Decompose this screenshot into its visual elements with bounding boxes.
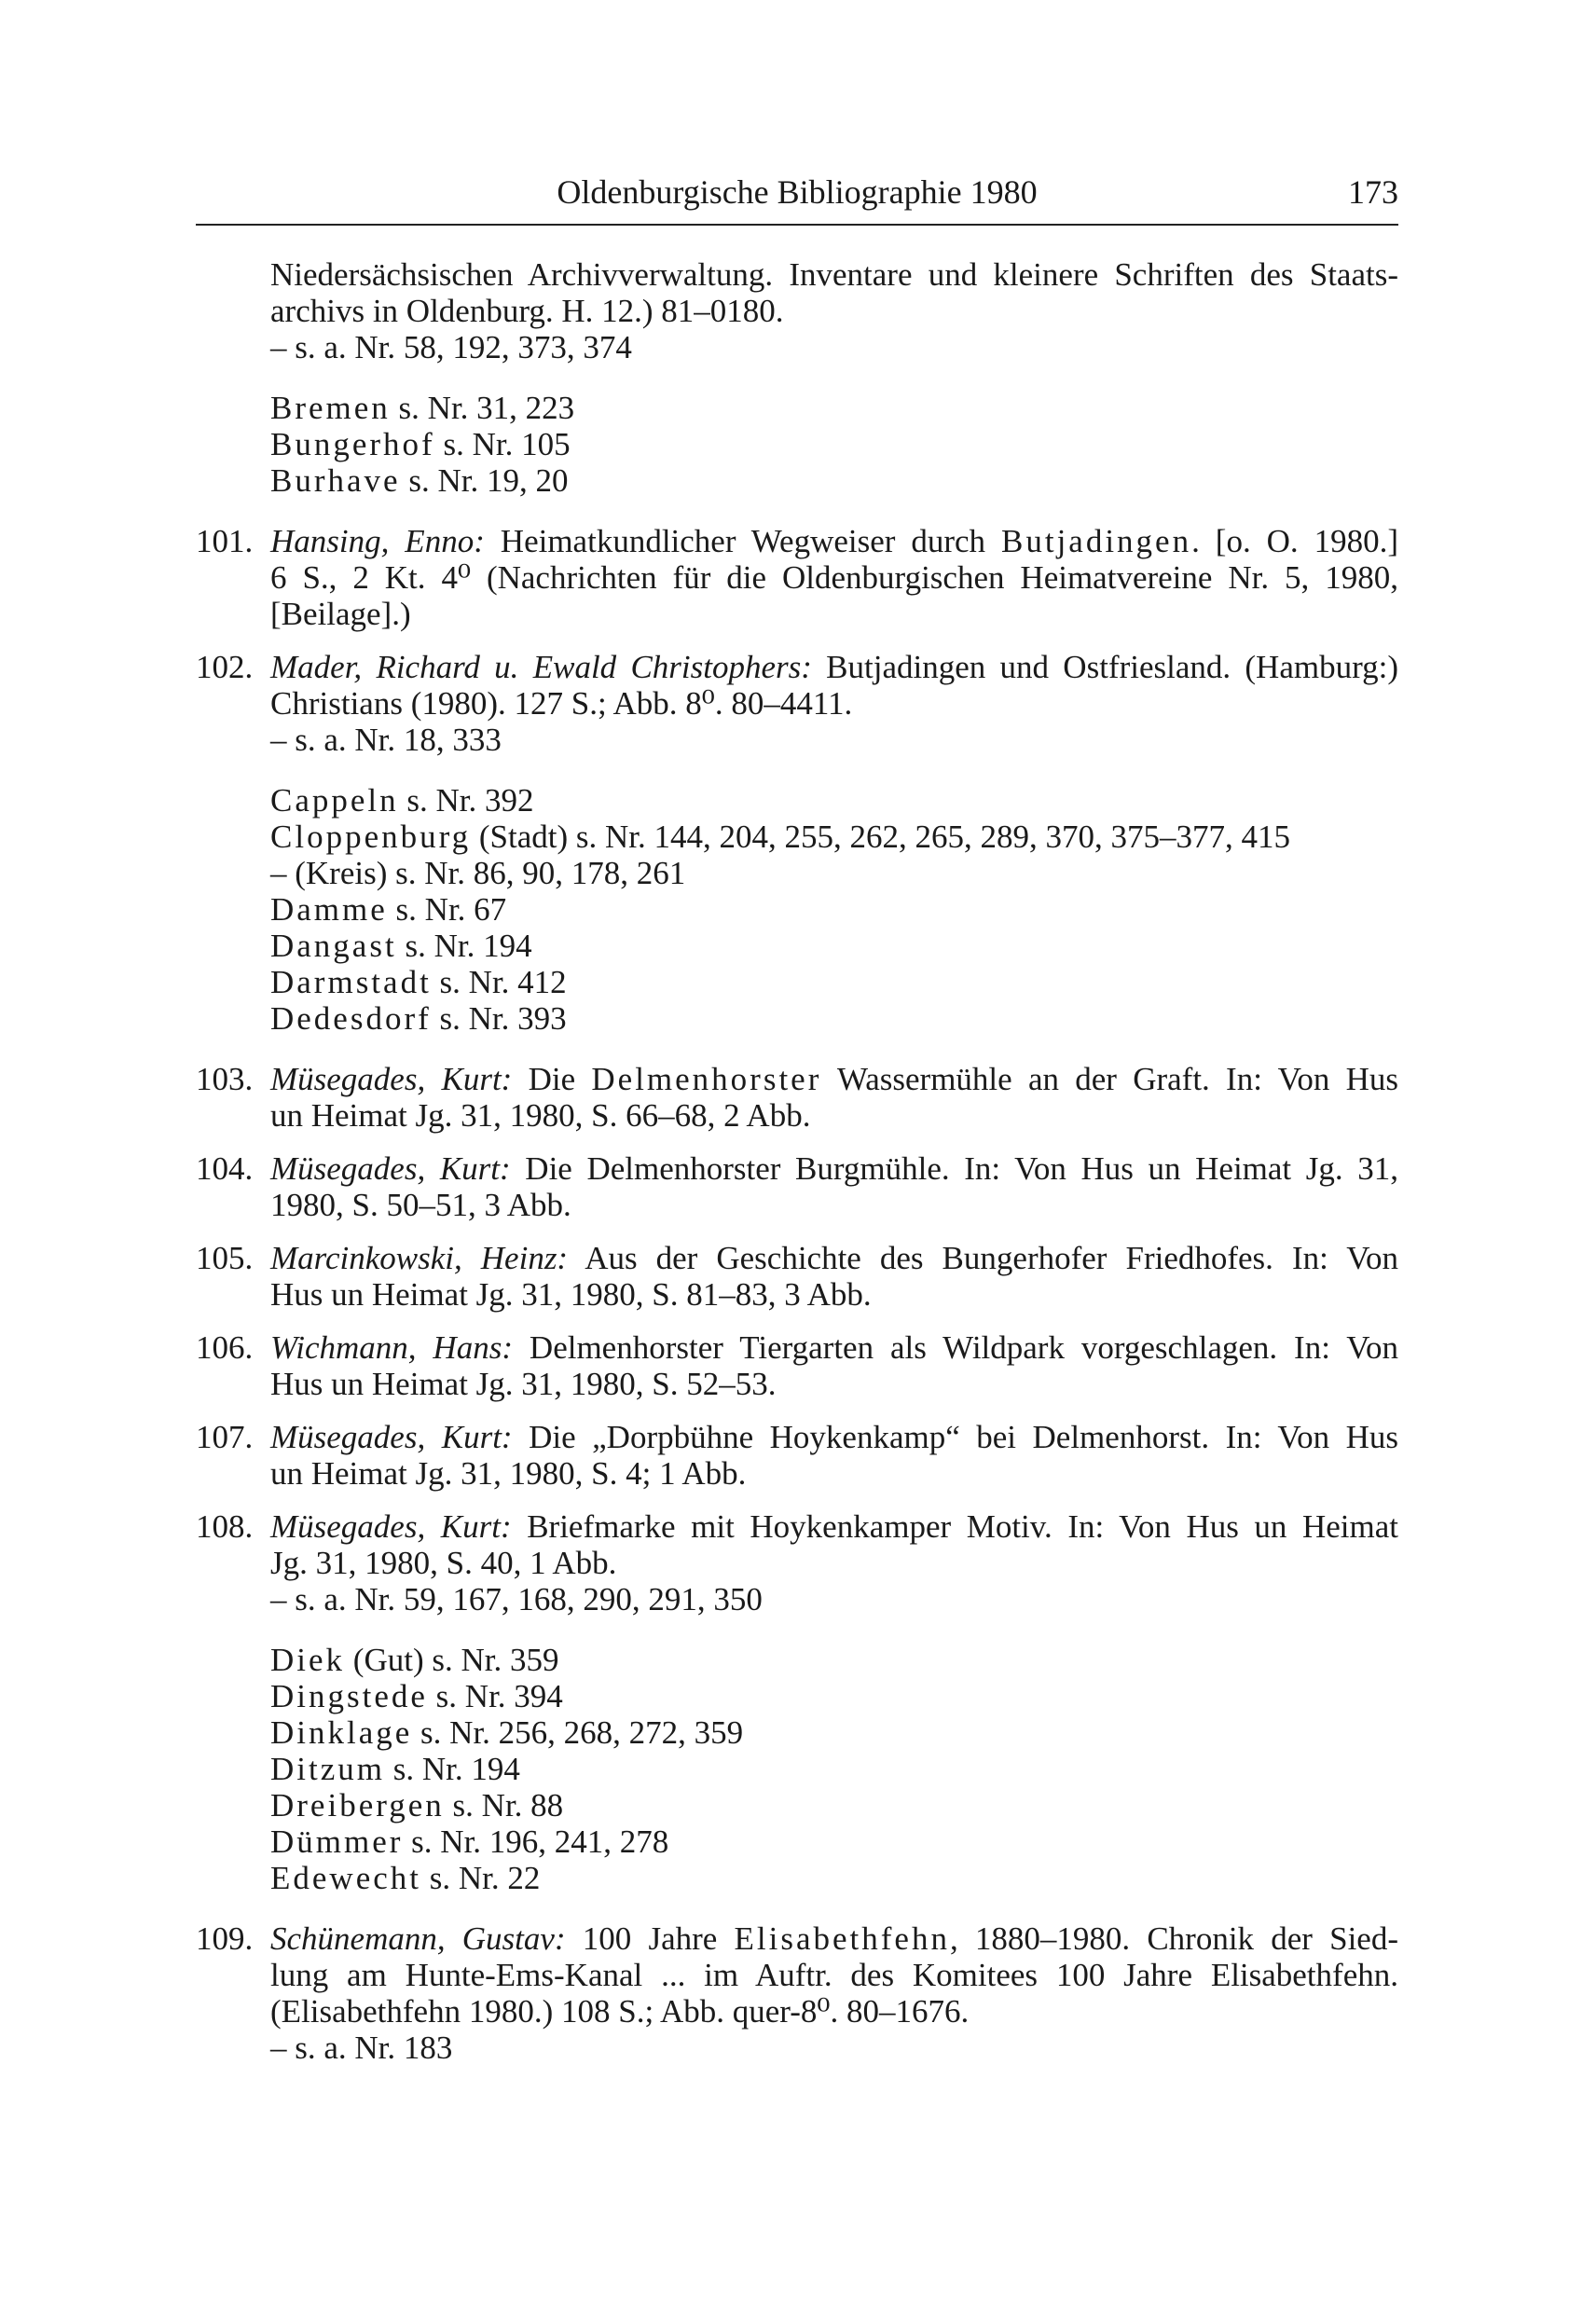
text-line: Christians (1980). 127 S.; Abb. 8⁰. 80–4411. — [270, 685, 853, 722]
entry-number: 104. — [196, 1150, 254, 1187]
entry-author: Mader, Richard u. — [270, 649, 519, 685]
place-entry — [270, 462, 1398, 499]
place-ref: s. Nr. 412 — [431, 964, 567, 1000]
place-entry — [270, 964, 1398, 1000]
place-ref: s. Nr. 22 — [420, 1860, 541, 1896]
entry-author: Müsegades, Kurt: — [270, 1150, 511, 1187]
text-line: 1980, S. 50–51, 3 Abb. — [270, 1187, 571, 1223]
text-line: archivs in Oldenburg. H. 12.) 81–0180. — [270, 293, 784, 329]
entry-104 — [196, 1150, 1398, 1223]
place-index-group-1 — [196, 390, 1398, 499]
page-number: 173 — [1348, 173, 1398, 211]
text-line — [270, 1150, 1398, 1187]
place-name: Diek — [270, 1642, 346, 1678]
cross-reference: – s. a. Nr. 18, 333 — [270, 722, 502, 758]
entry-author: Wichmann, Hans: — [270, 1329, 513, 1366]
header-rule — [196, 224, 1398, 226]
running-title: Oldenburgische Bibliographie 1980 — [557, 173, 1038, 211]
place-name: Dinklage — [270, 1714, 413, 1751]
entry-title: Delmenhorster Tiergarten als Wildpark vorgeschlagen. In: Von — [513, 1329, 1398, 1366]
spaced-place: Butjadingen — [1001, 523, 1192, 559]
page-header — [196, 172, 1398, 219]
entry-105 — [196, 1240, 1398, 1313]
entry-author: Schünemann, Gustav: — [270, 1920, 566, 1957]
place-ref: s. Nr. 256, 268, 272, 359 — [412, 1714, 744, 1751]
entry-106 — [196, 1329, 1398, 1402]
place-ref: s. Nr. 19, 20 — [400, 462, 569, 499]
text-line: (Elisabethfehn 1980.) 108 S.; Abb. quer-8⁰. 80–1676. — [270, 1993, 970, 2030]
place-ref: s. Nr. 194 — [384, 1751, 520, 1787]
place-entry — [270, 782, 1398, 819]
place-name: Ditzum — [270, 1751, 385, 1787]
text-line: un Heimat Jg. 31, 1980, S. 4; 1 Abb. — [270, 1455, 747, 1492]
place-ref: s. Nr. 67 — [387, 891, 507, 928]
text-line — [270, 1061, 1398, 1097]
text-line — [270, 1920, 1398, 1957]
text-line: lung am Hunte-Ems-Kanal ... im Auftr. des Komitees 100 Jahre Elisabethfehn. — [270, 1957, 1398, 1993]
place-ref: (Stadt) s. Nr. 144, 204, 255, 262, 265, 289, 370, 375–377, 415 — [471, 819, 1291, 855]
text-line — [270, 1329, 1398, 1366]
text-line — [270, 649, 1398, 685]
place-name: Cloppenburg — [270, 819, 472, 855]
entry-author: Marcinkowski, Heinz: — [270, 1240, 569, 1276]
entry-number: 109. — [196, 1920, 254, 1957]
place-entry — [270, 1823, 1398, 1860]
place-entry — [270, 1714, 1398, 1751]
place-ref: s. Nr. 196, 241, 278 — [403, 1823, 669, 1860]
place-entry — [270, 1678, 1398, 1714]
entry-102 — [196, 649, 1398, 758]
entry-number: 106. — [196, 1329, 254, 1366]
text-line: [Beilage].) — [270, 596, 411, 632]
entry-title: Die Delmenhorster Burgmühle. In: Von Hus un Heimat Jg. 31, — [510, 1150, 1399, 1187]
place-name: Dingstede — [270, 1678, 428, 1714]
place-name: Dreibergen — [270, 1787, 445, 1823]
place-entry — [270, 390, 1398, 426]
entry-author: Müsegades, Kurt: — [270, 1508, 512, 1545]
text-line: 6 S., 2 Kt. 4⁰ (Nachrichten für die Oldenburgischen Heimatvereine Nr. 5, 1980, — [270, 559, 1398, 596]
place-entry — [270, 1642, 1398, 1678]
cross-reference: – s. a. Nr. 59, 167, 168, 290, 291, 350 — [270, 1581, 763, 1617]
entry-text: Wassermühle an der Graft. In: Von Hus — [821, 1061, 1398, 1097]
entry-108 — [196, 1508, 1398, 1617]
entry-author: Müsegades, Kurt: — [270, 1419, 513, 1455]
entry-107 — [196, 1419, 1398, 1492]
place-ref: s. Nr. 394 — [427, 1678, 563, 1714]
place-ref: s. Nr. 392 — [398, 782, 534, 819]
entry-number: 105. — [196, 1240, 254, 1276]
spaced-place: Elisabethfehn — [734, 1920, 950, 1957]
intro-continuation — [196, 256, 1398, 365]
place-name: Dedesdorf — [270, 1000, 432, 1037]
place-ref: s. Nr. 393 — [431, 1000, 567, 1037]
place-ref: s. Nr. 194 — [396, 928, 532, 964]
place-ref: (Gut) s. Nr. 359 — [345, 1642, 559, 1678]
entry-number: 101. — [196, 523, 254, 559]
entry-103 — [196, 1061, 1398, 1134]
entry-author: Ewald Christophers: — [532, 649, 812, 685]
text-line — [270, 1508, 1398, 1545]
place-name: Darmstadt — [270, 964, 432, 1000]
entry-title: Aus der Geschichte des Bungerhofer Friedhofes. In: Von — [568, 1240, 1398, 1276]
entry-109 — [196, 1920, 1398, 2066]
place-ref: s. Nr. 31, 223 — [390, 390, 575, 426]
entry-title: Die — [512, 1061, 592, 1097]
text-line: un Heimat Jg. 31, 1980, S. 66–68, 2 Abb. — [270, 1097, 811, 1134]
entry-title: Die „Dorpbühne Hoykenkamp“ bei Delmenhorst. In: Von Hus — [512, 1419, 1398, 1455]
place-name: Bremen — [270, 390, 391, 426]
entry-author: Hansing, Enno: — [270, 523, 485, 559]
place-name: Damme — [270, 891, 388, 928]
text-line: Hus un Heimat Jg. 31, 1980, S. 81–83, 3 Abb. — [270, 1276, 872, 1313]
entry-text: . [o. O. 1980.] — [1191, 523, 1399, 559]
place-entry — [270, 855, 1398, 891]
cross-reference: – s. a. Nr. 58, 192, 373, 374 — [270, 329, 632, 365]
spaced-place: Delmenhorster — [591, 1061, 822, 1097]
entry-text: , 1880–1980. Chronik der Sied- — [949, 1920, 1398, 1957]
text-line — [270, 523, 1398, 559]
entry-title: 100 Jahre — [565, 1920, 735, 1957]
entry-title: Heimatkundlicher Wegweiser durch — [484, 523, 1001, 559]
place-entry — [270, 1787, 1398, 1823]
text-line: Jg. 31, 1980, S. 40, 1 Abb. — [270, 1545, 617, 1581]
place-ref: – (Kreis) s. Nr. 86, 90, 178, 261 — [270, 855, 686, 891]
place-entry — [270, 1860, 1398, 1896]
cross-reference: – s. a. Nr. 183 — [270, 2030, 453, 2066]
entry-number: 108. — [196, 1508, 254, 1545]
place-entry — [270, 1751, 1398, 1787]
place-name: Bungerhof — [270, 426, 435, 462]
entry-number: 107. — [196, 1419, 254, 1455]
entry-title: Butjadingen und Ostfriesland. (Hamburg:) — [811, 649, 1398, 685]
entry-author: Müsegades, Kurt: — [270, 1061, 513, 1097]
entry-number: 103. — [196, 1061, 254, 1097]
entry-title: Briefmarke mit Hoykenkamper Motiv. In: Von Hus un Heimat — [511, 1508, 1399, 1545]
place-ref: s. Nr. 88 — [444, 1787, 564, 1823]
place-name: Cappeln — [270, 782, 399, 819]
place-entry — [270, 1000, 1398, 1037]
place-name: Dangast — [270, 928, 397, 964]
place-entry — [270, 426, 1398, 462]
entry-101 — [196, 523, 1398, 632]
text-line — [270, 1240, 1398, 1276]
entry-number: 102. — [196, 649, 254, 685]
text-line: Niedersächsischen Archivverwaltung. Inventare und kleinere Schriften des Staats- — [270, 256, 1398, 293]
place-ref: s. Nr. 105 — [434, 426, 571, 462]
place-name: Edewecht — [270, 1860, 421, 1896]
place-index-group-3 — [196, 1642, 1398, 1896]
place-name: Burhave — [270, 462, 401, 499]
place-entry — [270, 819, 1398, 855]
place-entry — [270, 891, 1398, 928]
place-entry — [270, 928, 1398, 964]
text-line: Hus un Heimat Jg. 31, 1980, S. 52–53. — [270, 1366, 777, 1402]
text-line — [270, 1419, 1398, 1455]
place-name: Dümmer — [270, 1823, 404, 1860]
place-index-group-2 — [196, 782, 1398, 1037]
bibliography-content — [196, 256, 1398, 2066]
